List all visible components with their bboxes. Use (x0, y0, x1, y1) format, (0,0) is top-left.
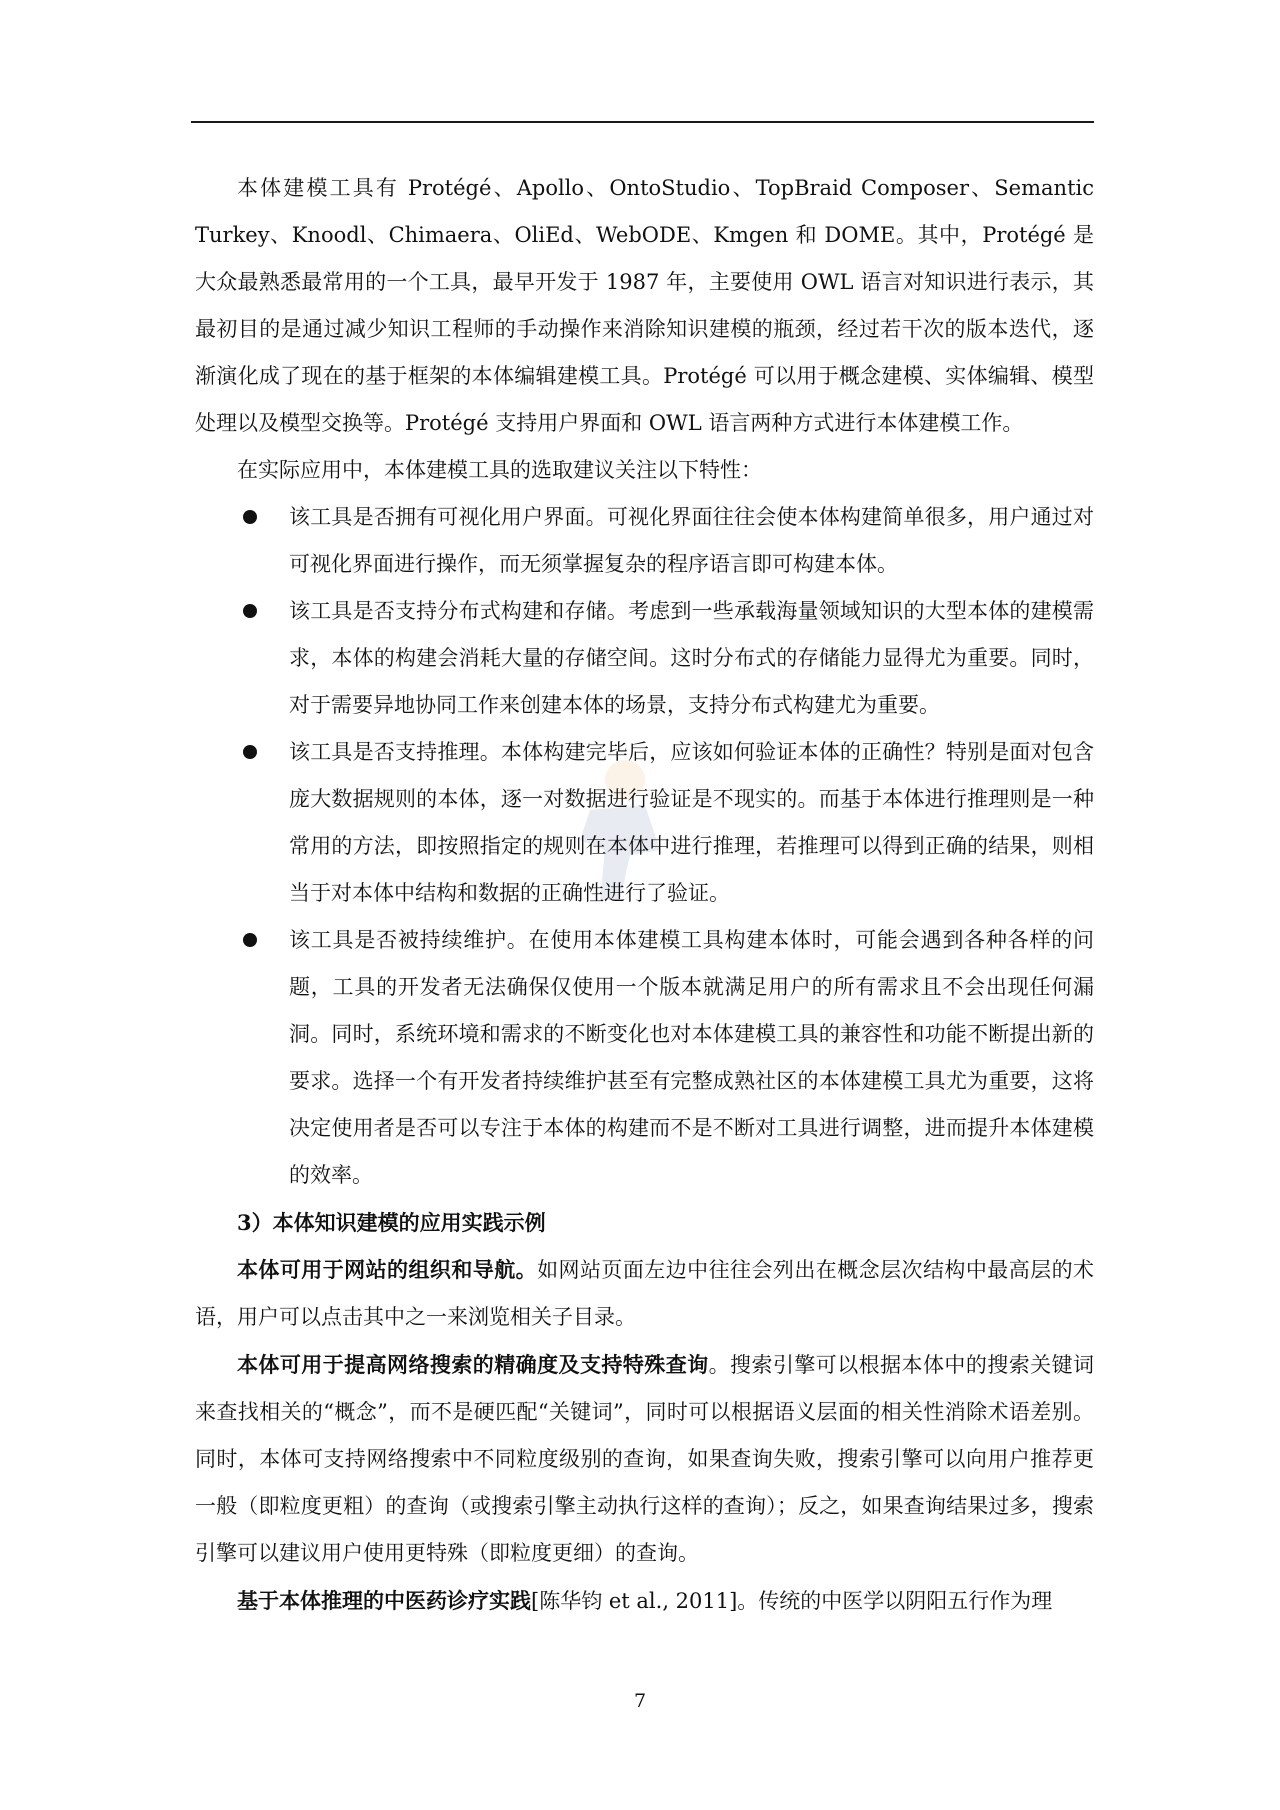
bullet-dot-icon (243, 933, 257, 947)
bullet-item (195, 729, 1094, 917)
bullet-text: 该工具是否拥有可视化用户界面。可视化界面往往会使本体构建简单很多，用户通过对可视化界面进行操作，而无须掌握复杂的程序语言即可构建本体。 (289, 505, 1094, 576)
bullet-dot-icon (243, 745, 257, 759)
bullet-item (195, 588, 1094, 729)
example-lead: 本体可用于提高网络搜索的精确度及支持特殊查询 (237, 1352, 709, 1377)
example-paragraph (195, 1341, 1094, 1577)
example-paragraph (195, 1577, 1094, 1625)
paragraph-intro: 本体建模工具有 Protégé、Apollo、OntoStudio、TopBraid Composer、Semantic Turkey、Knoodl、Chimaera、OliEd、WebODE、Kmgen 和 DOME。其中，Protégé 是大众最熟悉最常用的一个工具，最早开发于 1987 年，主要使用 OWL 语言对知识进行表示，其最初目的是通过减少知识工程师的手动操作来消除知识建模的瓶颈，经过若干次的版本迭代，逐渐演化成了现在的基于框架的本体编辑建模工具。Protégé 可以用于概念建模、实体编辑、模型处理以及模型交换等。Protégé 支持用户界面和 OWL 语言两种方式进行本体建模工作。 (195, 176, 1094, 435)
bullet-text: 该工具是否支持分布式构建和存储。考虑到一些承载海量领域知识的大型本体的建模需求，本体的构建会消耗大量的存储空间。这时分布式的存储能力显得尤为重要。同时，对于需要异地协同工作来创建本体的场景，支持分布式构建尤为重要。 (289, 599, 1094, 717)
header-rule (191, 121, 1094, 123)
bullet-item (195, 917, 1094, 1199)
page-number: 7 (633, 1690, 647, 1712)
bullet-item (195, 494, 1094, 588)
bullet-dot-icon (243, 604, 257, 618)
example-text: [陈华钧 et al., 2011]。传统的中医学以阴阳五行作为理 (531, 1589, 1053, 1613)
bullet-text: 该工具是否被持续维护。在使用本体建模工具构建本体时，可能会遇到各种各样的问题，工具的开发者无法确保仅使用一个版本就满足用户的所有需求且不会出现任何漏洞。同时，系统环境和需求的不断变化也对本体建模工具的兼容性和功能不断提出新的要求。选择一个有开发者持续维护甚至有完整成熟社区的本体建模工具尤为重要，这将决定使用者是否可以专注于本体的构建而不是不断对工具进行调整，进而提升本体建模的效率。 (289, 928, 1094, 1187)
example-text: 如网站页面左边中往往会列出在概念层次结构中最高层的术语，用户可以点击其中之一来浏览相关子目录。 (195, 1258, 1095, 1329)
bullet-dot-icon (243, 510, 257, 524)
body-text (195, 165, 1094, 1625)
example-lead: 本体可用于网站的组织和导航。 (237, 1257, 538, 1282)
section-heading: 3）本体知识建模的应用实践示例 (237, 1210, 546, 1235)
paragraph-selection: 在实际应用中，本体建模工具的选取建议关注以下特性： (237, 458, 762, 482)
example-text: 。搜索引擎可以根据本体中的搜索关键词来查找相关的“概念”，而不是硬匹配“关键词”，同时可以根据语义层面的相关性消除术语差别。同时，本体可支持网络搜索中不同粒度级别的查询，如果查询失败，搜索引擎可以向用户推荐更一般（即粒度更粗）的查询（或搜索引擎主动执行这样的查询）；反之，如果查询结果过多，搜索引擎可以建议用户使用更特殊（即粒度更细）的查询。 (195, 1353, 1095, 1565)
example-lead: 基于本体推理的中医药诊疗实践 (237, 1588, 531, 1613)
example-paragraph (195, 1246, 1094, 1341)
bullet-text: 该工具是否支持推理。本体构建完毕后，应该如何验证本体的正确性？特别是面对包含庞大数据规则的本体，逐一对数据进行验证是不现实的。而基于本体进行推理则是一种常用的方法，即按照指定的规则在本体中进行推理，若推理可以得到正确的结果，则相当于对本体中结构和数据的正确性进行了验证。 (289, 740, 1094, 905)
